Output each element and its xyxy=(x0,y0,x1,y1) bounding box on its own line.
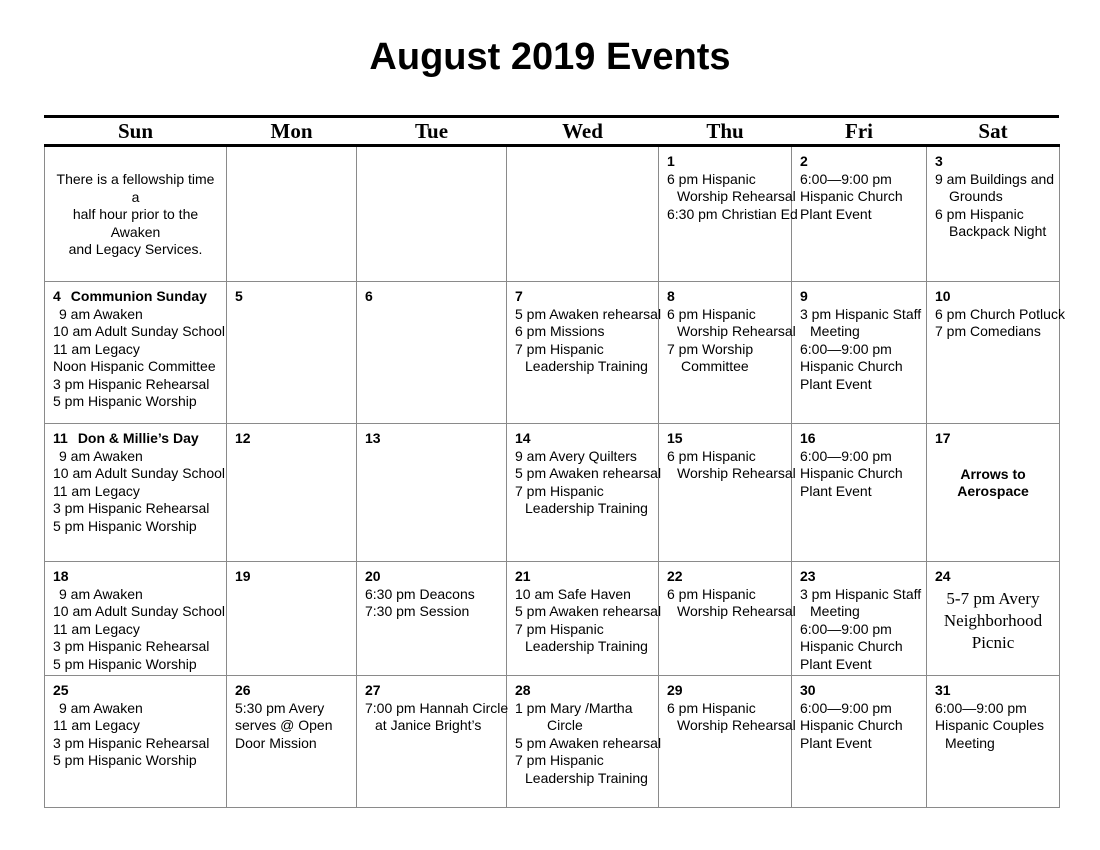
event-line: Worship Rehearsal xyxy=(677,323,796,339)
day-header xyxy=(800,682,918,700)
day-cell-30 xyxy=(792,676,927,808)
note-line: half hour prior to the Awaken xyxy=(72,206,199,240)
fellowship-note xyxy=(53,153,218,259)
day-cell-1 xyxy=(659,146,798,282)
event-line: Leadership Training xyxy=(525,358,648,374)
day-number: 16 xyxy=(800,430,816,446)
weekday-sat: Sat xyxy=(927,118,1060,146)
event-line: 9 am Avery Quilters xyxy=(515,447,637,464)
weekday-mon: Mon xyxy=(227,118,357,146)
event-line: 3 pm Hispanic Rehearsal xyxy=(53,500,210,516)
day-header xyxy=(515,568,650,586)
event-line: 10 am Adult Sunday School xyxy=(53,603,226,619)
day-cell-20 xyxy=(357,562,507,676)
day-number: 1 xyxy=(667,153,675,169)
day-header xyxy=(800,288,918,306)
day-header xyxy=(365,568,498,586)
day-header xyxy=(800,568,918,586)
event-line: 5:30 pm Avery xyxy=(235,699,325,716)
event-line: 6:30 pm Christian Ed xyxy=(667,205,798,222)
event-line: Worship Rehearsal xyxy=(677,188,796,204)
event-line: 10 am Adult Sunday School xyxy=(53,465,226,481)
day-number: 24 xyxy=(935,568,951,584)
picnic-event-line: Neighborhood xyxy=(943,610,1043,630)
day-number: 10 xyxy=(935,288,951,304)
event-line: 10 am Safe Haven xyxy=(515,585,631,602)
day-number: 23 xyxy=(800,568,816,584)
event-line: 6:00—9:00 pm xyxy=(800,340,892,357)
event-line: serves @ Open xyxy=(235,717,333,733)
event-line: 6 pm Church Potluck xyxy=(935,305,1065,322)
event-line: 10 am Adult Sunday School xyxy=(53,323,226,339)
day-number: 22 xyxy=(667,568,683,584)
day-number: 4 xyxy=(53,288,61,304)
day-header xyxy=(935,153,1051,171)
event-line: 6:00—9:00 pm xyxy=(800,620,892,637)
day-number: 7 xyxy=(515,288,523,304)
day-number: 9 xyxy=(800,288,808,304)
featured-event xyxy=(935,466,1051,501)
day-number: 11 xyxy=(53,430,68,446)
event-line: 9 am Awaken xyxy=(59,585,143,602)
day-header xyxy=(235,288,348,306)
event-line: Hispanic Church xyxy=(800,188,903,204)
day-cell-21 xyxy=(507,562,662,676)
day-header xyxy=(365,682,498,700)
event-line: Hispanic Church xyxy=(800,358,903,374)
day-number: 14 xyxy=(515,430,531,446)
picnic-event-line: 5-7 pm Avery xyxy=(946,588,1040,608)
week-row xyxy=(45,146,1060,282)
day-number: 18 xyxy=(53,568,69,584)
event-line: Plant Event xyxy=(800,734,872,751)
day-number: 21 xyxy=(515,568,531,584)
event-line: Meeting xyxy=(810,603,860,619)
day-cell-17 xyxy=(927,424,1060,562)
day-header xyxy=(800,153,918,171)
day-heading: Don & Millie’s Day xyxy=(77,430,199,446)
day-cell-sun-empty xyxy=(45,146,227,282)
week-row xyxy=(45,676,1060,808)
event-line: 11 am Legacy xyxy=(53,340,140,357)
day-number: 27 xyxy=(365,682,381,698)
event-line: Plant Event xyxy=(800,655,872,672)
event-line: Hispanic Couples xyxy=(935,717,1044,733)
day-cell-18 xyxy=(45,562,227,676)
event-line: 7 pm Hispanic xyxy=(515,620,604,637)
event-line: Committee xyxy=(681,358,749,374)
event-line: Leadership Training xyxy=(525,638,648,654)
day-cell-5 xyxy=(227,282,357,424)
day-cell-28 xyxy=(507,676,662,808)
day-cell-mon-empty xyxy=(227,146,357,282)
week-row xyxy=(45,562,1060,676)
event-line: Plant Event xyxy=(800,375,872,392)
event-line: Worship Rehearsal xyxy=(677,717,796,733)
event-line: 6:00—9:00 pm xyxy=(800,170,892,187)
event-line: Worship Rehearsal xyxy=(677,603,796,619)
day-header xyxy=(935,568,1051,586)
day-header xyxy=(935,288,1051,306)
day-cell-22 xyxy=(659,562,796,676)
event-line: 5 pm Hispanic Worship xyxy=(53,517,197,534)
day-header xyxy=(515,288,650,306)
day-heading: Communion Sunday xyxy=(70,288,207,304)
event-line: 9 am Awaken xyxy=(59,699,143,716)
day-header xyxy=(667,430,783,448)
day-header xyxy=(53,568,218,586)
day-header xyxy=(365,288,498,306)
day-number: 8 xyxy=(667,288,675,304)
day-cell-26 xyxy=(227,676,357,808)
day-number: 31 xyxy=(935,682,951,698)
day-header xyxy=(667,288,783,306)
day-number: 15 xyxy=(667,430,683,446)
event-line: 7 pm Worship xyxy=(667,340,754,357)
event-line: Leadership Training xyxy=(525,500,648,516)
day-number: 2 xyxy=(800,153,808,169)
day-cell-9 xyxy=(792,282,927,424)
day-cell-6 xyxy=(357,282,507,424)
event-line: 5 pm Awaken rehearsal xyxy=(515,465,662,481)
day-cell-25 xyxy=(45,676,227,808)
day-header xyxy=(935,430,1051,448)
weekday-thu: Thu xyxy=(659,118,792,146)
event-line: 6:00—9:00 pm xyxy=(800,447,892,464)
event-line: 6 pm Hispanic xyxy=(667,585,756,602)
day-header xyxy=(800,430,918,448)
event-line: Meeting xyxy=(945,734,995,751)
event-line: 7 pm Hispanic xyxy=(515,482,604,499)
event-line: 6 pm Hispanic xyxy=(667,305,756,322)
weekday-tue: Tue xyxy=(357,118,507,146)
picnic-event xyxy=(935,588,1051,654)
event-line: 5 pm Awaken rehearsal xyxy=(515,734,662,751)
event-line: 9 am Awaken xyxy=(59,447,143,464)
picnic-event-line: Picnic xyxy=(971,632,1015,652)
event-line: 6 pm Hispanic xyxy=(935,205,1024,222)
event-line: 6:00—9:00 pm xyxy=(800,699,892,716)
day-cell-15 xyxy=(659,424,796,562)
event-line: 11 am Legacy xyxy=(53,717,140,733)
note-line: There is a fellowship time a xyxy=(56,171,215,205)
day-cell-7 xyxy=(507,282,662,424)
day-header xyxy=(53,682,218,700)
day-header xyxy=(667,153,783,171)
day-cell-16 xyxy=(792,424,927,562)
event-line: 6:00—9:00 pm xyxy=(935,699,1027,716)
day-number: 29 xyxy=(667,682,683,698)
day-number: 17 xyxy=(935,430,951,446)
week-row xyxy=(45,424,1060,562)
day-cell-19 xyxy=(227,562,357,676)
day-cell-wed-empty xyxy=(507,146,659,282)
event-line: at Janice Bright’s xyxy=(375,717,482,733)
event-line: 11 am Legacy xyxy=(53,482,140,499)
day-cell-14 xyxy=(507,424,662,562)
featured-event-line: Aerospace xyxy=(957,483,1029,499)
day-header xyxy=(515,682,650,700)
day-number: 6 xyxy=(365,288,373,304)
event-line: 7:00 pm Hannah Circle xyxy=(365,699,509,716)
event-line: Meeting xyxy=(810,323,860,339)
day-cell-4 xyxy=(45,282,227,424)
day-header xyxy=(235,430,348,448)
event-line: Plant Event xyxy=(800,482,872,499)
day-cell-13 xyxy=(357,424,507,562)
event-line: 6 pm Hispanic xyxy=(667,447,756,464)
event-line: Door Mission xyxy=(235,734,317,751)
event-line: 3 pm Hispanic Rehearsal xyxy=(53,638,210,654)
day-header xyxy=(667,568,783,586)
day-number: 26 xyxy=(235,682,251,698)
event-line: 5 pm Hispanic Worship xyxy=(53,393,197,409)
day-cell-tue-empty xyxy=(357,146,507,282)
day-header xyxy=(667,682,783,700)
day-header xyxy=(365,430,498,448)
event-line: 3 pm Hispanic Staff xyxy=(800,305,922,322)
day-number: 30 xyxy=(800,682,816,698)
day-cell-24 xyxy=(927,562,1060,676)
day-cell-12 xyxy=(227,424,357,562)
event-line: Backpack Night xyxy=(949,223,1047,239)
day-header xyxy=(235,682,348,700)
event-line: 6:30 pm Deacons xyxy=(365,585,475,602)
day-header xyxy=(53,430,218,448)
day-header xyxy=(235,568,348,586)
event-line: 7:30 pm Session xyxy=(365,603,470,619)
weekday-header-row xyxy=(45,118,1060,146)
event-line: 5 pm Hispanic Worship xyxy=(53,752,197,768)
event-line: 9 am Buildings and xyxy=(935,170,1055,187)
day-number: 28 xyxy=(515,682,531,698)
event-line: Leadership Training xyxy=(525,769,648,786)
event-line: 9 am Awaken xyxy=(59,305,143,322)
event-line: 1 pm Mary /Martha xyxy=(515,699,633,716)
event-line: Noon Hispanic Committee xyxy=(53,358,216,374)
event-line: Circle xyxy=(547,717,583,733)
day-cell-11 xyxy=(45,424,227,562)
event-line: Hispanic Church xyxy=(800,465,903,481)
event-line: 5 pm Hispanic Worship xyxy=(53,655,197,672)
day-cell-2 xyxy=(792,146,927,282)
event-line: 11 am Legacy xyxy=(53,620,140,637)
day-number: 12 xyxy=(235,430,251,446)
event-line: 3 pm Hispanic Staff xyxy=(800,585,922,602)
event-line: 5 pm Awaken rehearsal xyxy=(515,305,662,322)
event-line: Plant Event xyxy=(800,205,872,222)
day-header xyxy=(935,682,1051,700)
day-number: 25 xyxy=(53,682,69,698)
day-header xyxy=(515,430,650,448)
day-cell-8 xyxy=(659,282,796,424)
page-title: August 2019 Events xyxy=(369,36,731,78)
day-number: 3 xyxy=(935,153,943,169)
event-line: 5 pm Awaken rehearsal xyxy=(515,603,662,619)
event-line: 7 pm Hispanic xyxy=(515,752,604,768)
event-line: 3 pm Hispanic Rehearsal xyxy=(53,375,210,392)
day-cell-29 xyxy=(659,676,796,808)
event-line: Grounds xyxy=(949,188,1003,204)
day-cell-10 xyxy=(927,282,1065,424)
event-line: Hispanic Church xyxy=(800,717,903,733)
featured-event-line: Arrows to xyxy=(960,465,1026,482)
day-header xyxy=(53,288,218,306)
event-line: 6 pm Hispanic xyxy=(667,699,756,716)
weekday-sun: Sun xyxy=(45,118,227,146)
day-cell-3 xyxy=(927,146,1060,282)
event-line: 6 pm Missions xyxy=(515,323,605,339)
day-number: 19 xyxy=(235,568,251,584)
day-number: 13 xyxy=(365,430,381,446)
day-number: 5 xyxy=(235,288,243,304)
day-cell-27 xyxy=(357,676,507,808)
event-line: 3 pm Hispanic Rehearsal xyxy=(53,734,210,751)
event-line: Worship Rehearsal xyxy=(677,465,796,481)
day-cell-23 xyxy=(792,562,927,676)
note-line: and Legacy Services. xyxy=(68,241,203,257)
weekday-fri: Fri xyxy=(792,118,927,146)
weekday-wed: Wed xyxy=(507,118,659,146)
event-line: 7 pm Comedians xyxy=(935,323,1041,339)
day-number: 20 xyxy=(365,568,381,584)
event-line: 7 pm Hispanic xyxy=(515,340,604,357)
event-line: 6 pm Hispanic xyxy=(667,170,756,187)
event-line: Hispanic Church xyxy=(800,638,903,654)
day-cell-31 xyxy=(927,676,1060,808)
calendar-grid xyxy=(44,118,1065,808)
week-row xyxy=(45,282,1060,424)
